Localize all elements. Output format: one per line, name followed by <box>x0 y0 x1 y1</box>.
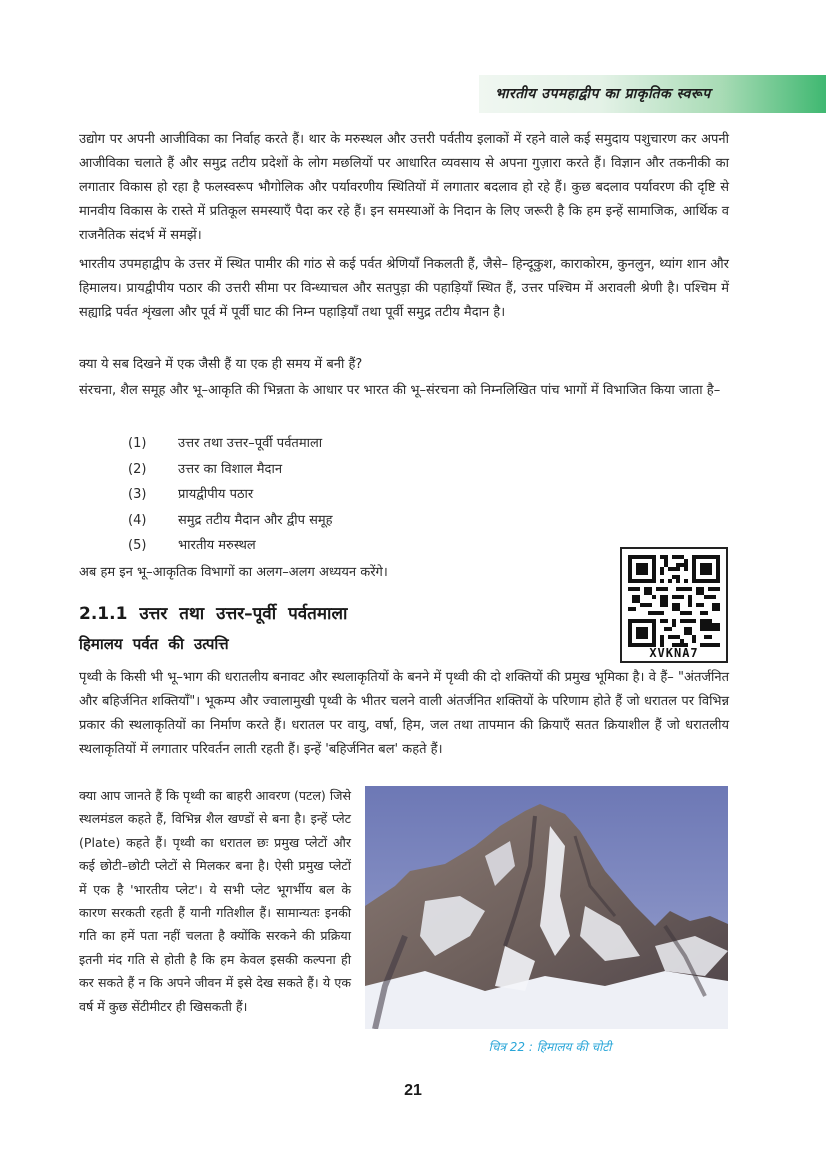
list-number: (2) <box>128 461 147 477</box>
qr-code-label: XVKNA7 <box>649 646 699 660</box>
list-number: (3) <box>128 487 147 503</box>
list-item <box>128 482 548 508</box>
section-title: 2.1.1 उत्तर तथा उत्तर–पूर्वी पर्वतमाला <box>79 604 348 624</box>
list-text: प्रायद्वीपीय पठार <box>178 487 254 503</box>
sub-section-title: हिमालय पर्वत की उत्पत्ति <box>79 635 229 653</box>
paragraph-study-note: अब हम इन भू–आकृतिक विभागों का अलग–अलग अध्ययन करेंगे। <box>79 565 388 580</box>
page-number: 21 <box>404 1082 422 1099</box>
list-item <box>128 533 548 559</box>
physiographic-divisions-list <box>128 431 548 559</box>
paragraph-forces: पृथ्वी के किसी भी भू–भाग की धरातलीय बनावट और स्थलाकृतियों के बनने में पृथ्वी की दो शक्तियों की प्रमुख भूमिका है। वे हैं– "अंतर्जनित और बहिर्जनित शक्तियाँ"। भूकम्प और ज्वालामुखी पृथ्वी के भीतर चलने वाली अंतर्जनित शक्तियों के परिणाम होते हैं जो धरातल पर विभिन्न प्रकार की स्थलाकृतियों का निर्माण करते हैं। धरातल पर वायु, वर्षा, हिम, जल तथा तापमान की क्रियाएँ सतत क्रियाशील हैं जो धरातलीय स्थलाकृतियों में लगातार परिवर्तन लाती रहती हैं। इन्हें 'बहिर्जनित बल' कहते हैं। <box>79 670 729 757</box>
paragraph-question: क्या ये सब दिखने में एक जैसी हैं या एक ही समय में बनी हैं? <box>79 357 363 372</box>
list-text: उत्तर तथा उत्तर–पूर्वी पर्वतमाला <box>178 436 323 451</box>
paragraph-mountain-ranges: भारतीय उपमहाद्वीप के उत्तर में स्थित पामीर की गांठ से कई पर्वत श्रेणियाँ निकलती हैं, जैसे– हिन्दूकुश, काराकोरम, कुनलुन, थ्यांग शान और हिमालय। प्रायद्वीपीय पठार की उत्तरी सीमा पर विन्ध्याचल और सतपुड़ा की पहाड़ियाँ स्थित हैं, उत्तर पश्चिम में अरावली श्रेणी है। पश्चिम में सह्याद्रि पर्वत शृंखला और पूर्व में पूर्वी घाट की निम्न पहाड़ियाँ तथा पूर्वी समुद्र तटीय मैदान है। <box>79 257 729 320</box>
list-number: (4) <box>128 512 147 528</box>
list-item <box>128 508 548 534</box>
qr-code-icon <box>628 555 720 647</box>
chapter-header-title: भारतीय उपमहाद्वीप का प्राकृतिक स्वरूप <box>495 86 711 102</box>
mountain-illustration <box>365 786 728 1029</box>
list-number: (1) <box>128 436 147 451</box>
figure-caption: चित्र 22 : हिमालय की चोटी <box>488 1040 612 1054</box>
qr-code-box[interactable] <box>620 547 728 663</box>
list-text: उत्तर का विशाल मैदान <box>178 461 283 477</box>
chapter-header-band <box>479 75 826 113</box>
list-number: (5) <box>128 538 147 554</box>
list-text: भारतीय मरुस्थल <box>178 538 256 554</box>
paragraph-livelihood: उद्योग पर अपनी आजीविका का निर्वाह करते हैं। थार के मरुस्थल और उत्तरी पर्वतीय इलाकों में रहने वाले कई समुदाय पशुचारण कर अपनी आजीविका चलाते हैं और समुद्र तटीय प्रदेशों के लोग मछलियों पर आधारित व्यवसाय से अपना गुज़ारा करते हैं। विज्ञान और तकनीकी का लगातार विकास हो रहा है फलस्वरूप भौगोलिक और पर्यावरणीय स्थितियों में लगातार बदलाव हो रहे हैं। कुछ बदलाव पर्यावरण की दृष्टि से मानवीय विकास के रास्ते में प्रतिकूल समस्याएँ पैदा कर रहे हैं। इन समस्याओं के निदान के लिए जरूरी है कि हम इन्हें सामाजिक, आर्थिक व राजनैतिक संदर्भ में समझें। <box>79 132 729 243</box>
list-item <box>128 457 548 483</box>
list-text: समुद्र तटीय मैदान और द्वीप समूह <box>178 512 333 528</box>
paragraph-divisions-intro: संरचना, शैल समूह और भू–आकृति की भिन्नता के आधार पर भारत की भू–संरचना को निम्नलिखित पांच भागों में विभाजित किया जाता है– <box>79 383 721 398</box>
paragraph-did-you-know: क्या आप जानते हैं कि पृथ्वी का बाहरी आवरण (पटल) जिसे स्थलमंडल कहते हैं, विभिन्न शैल खण्डों से बना है। इन्हें प्लेट (Plate) कहते हैं। पृथ्वी का धरातल छः प्रमुख प्लेटों और कई छोटी–छोटी प्लेटों से मिलकर बना है। ऐसी प्रमुख प्लेटों में एक है 'भारतीय प्लेट'। ये सभी प्लेट भूगर्भीय बल के कारण सरकती रहती हैं यानी गतिशील हैं। सामान्यतः इनकी गति का हमें पता नहीं चलता है क्योंकि सरकने की प्रक्रिया इतनी मंद गति से होती है कि हम केवल इसकी कल्पना ही कर सकते हैं न कि अपने जीवन में इसे देख सकते हैं। ये एक वर्ष में कुछ सेंटीमीटर ही खिसकती हैं। <box>79 788 351 1014</box>
himalaya-peak-image <box>365 786 728 1029</box>
list-item <box>128 431 548 457</box>
